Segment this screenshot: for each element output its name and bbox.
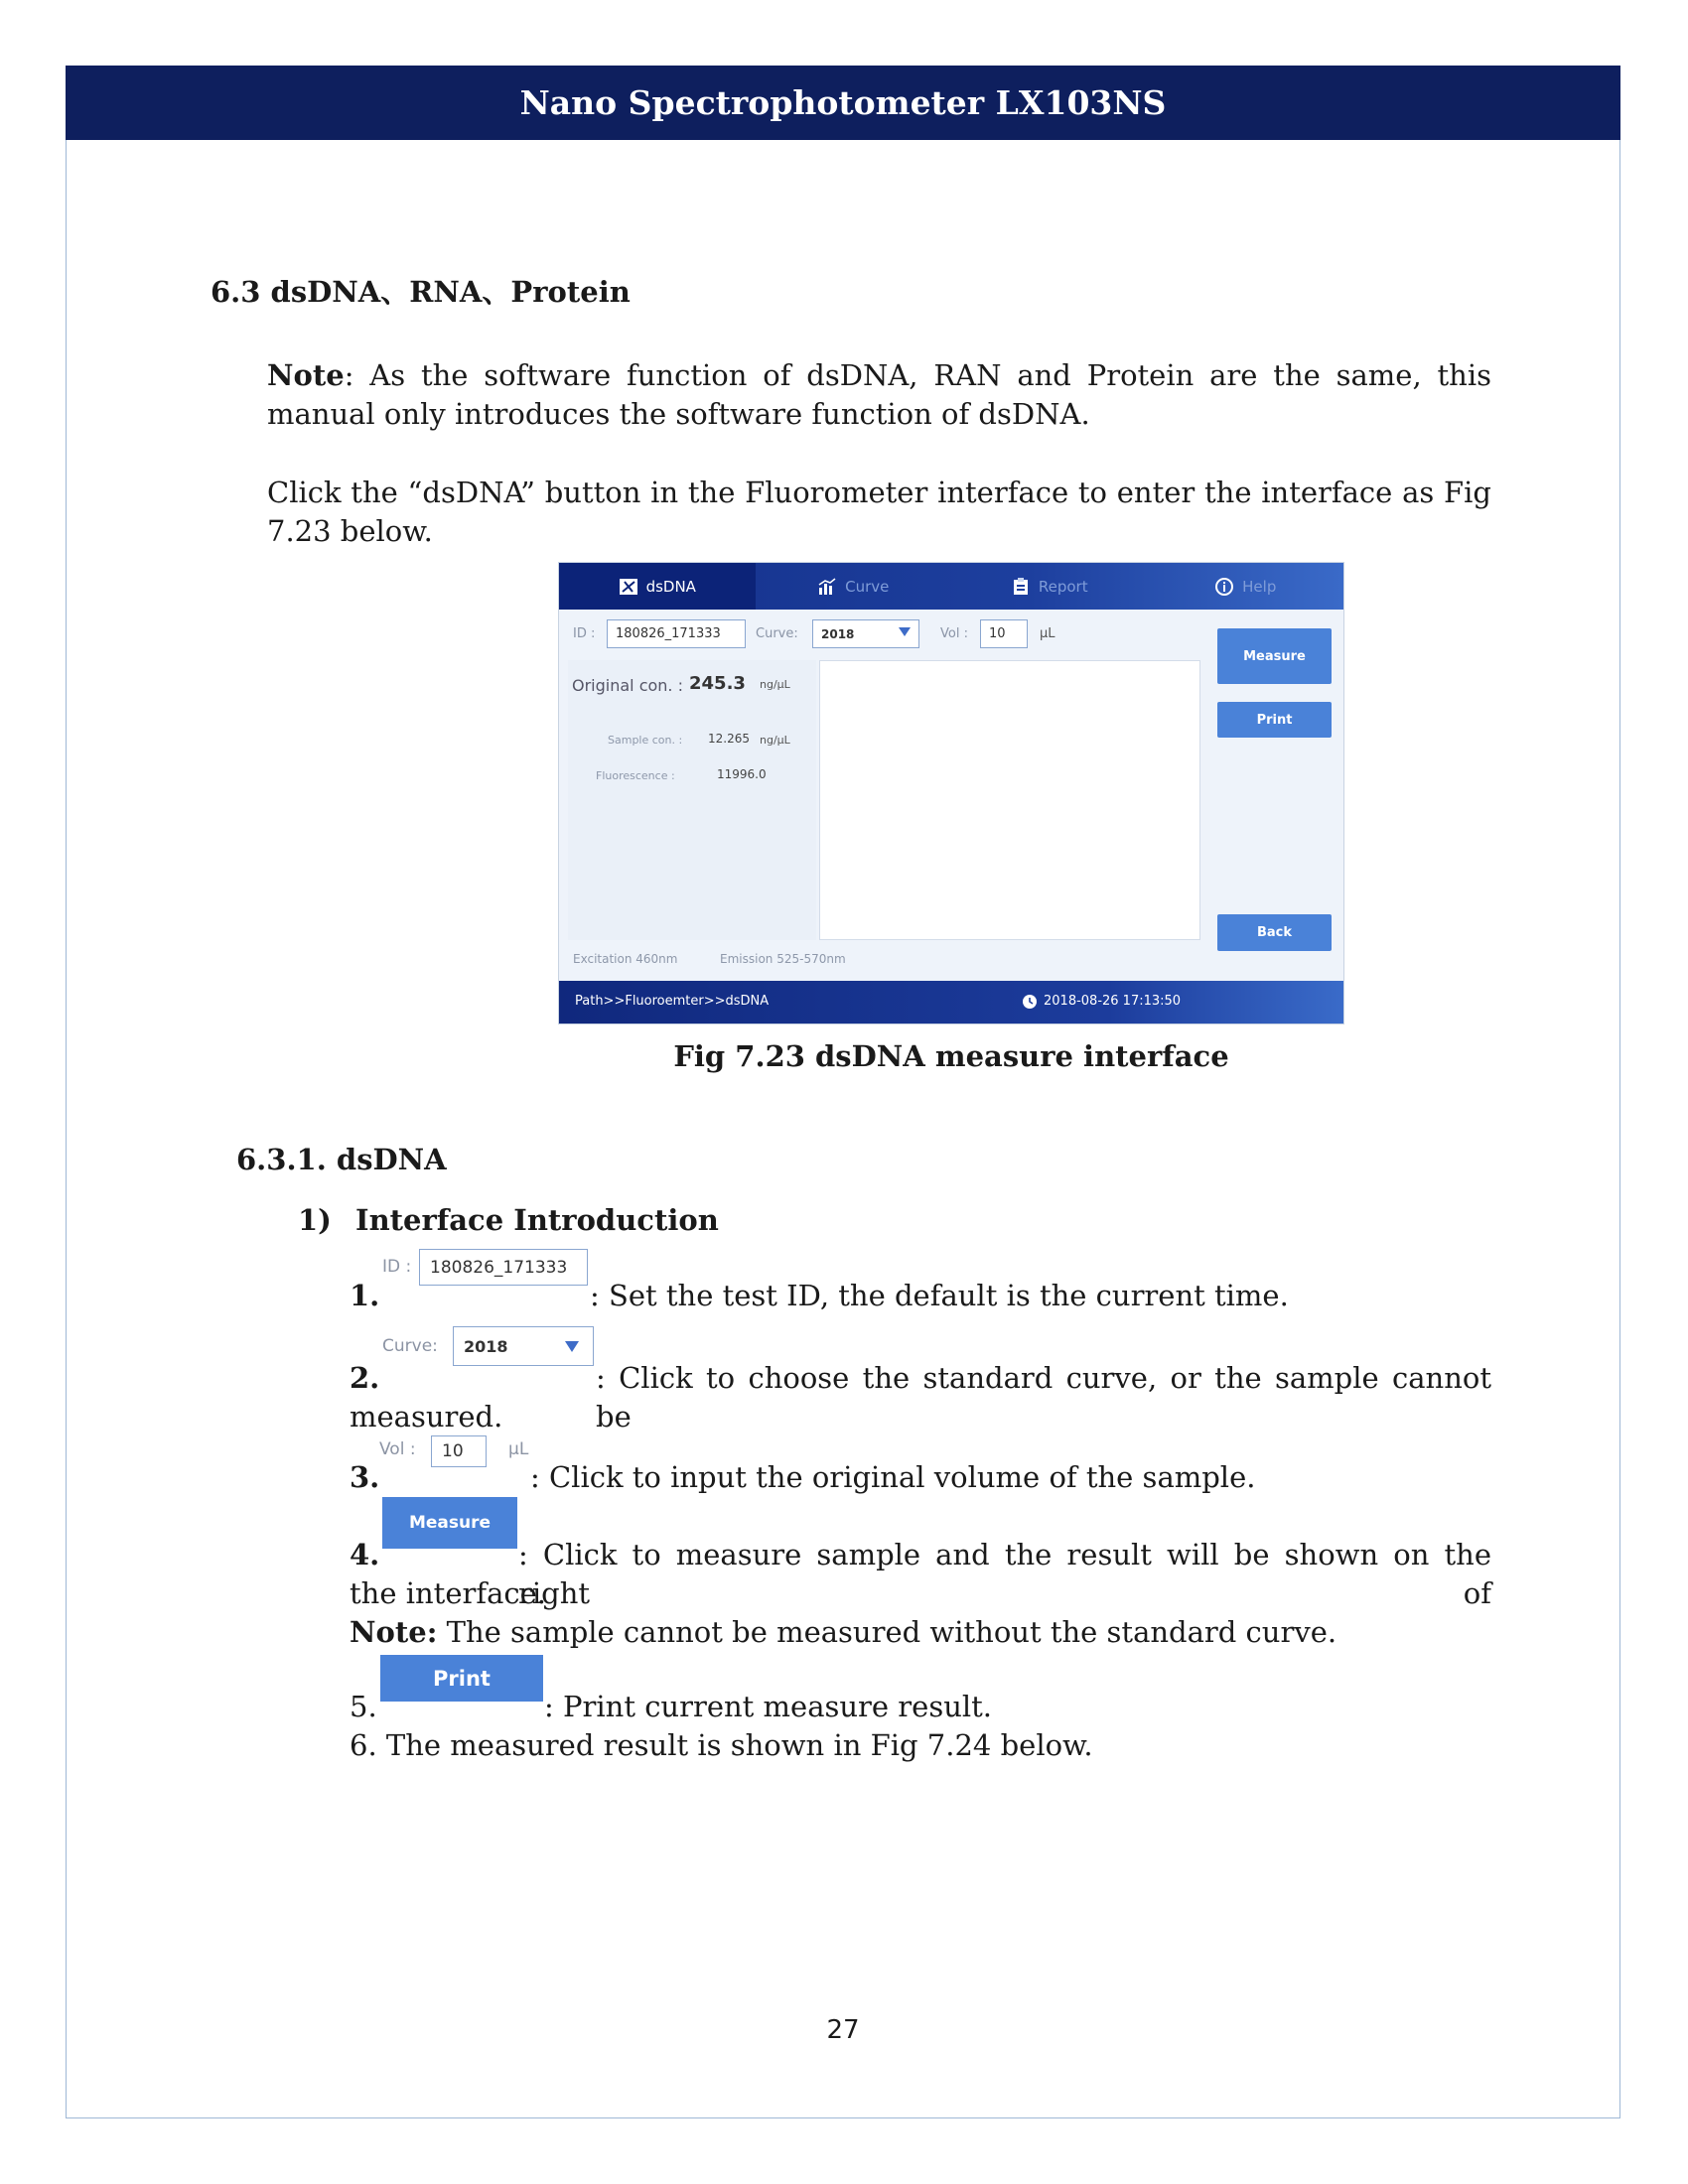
sample-con-label: Sample con. : [608, 734, 683, 747]
item-text: : Set the test ID, the default is the current time. [590, 1279, 1289, 1312]
note-paragraph [267, 356, 1491, 434]
tab-report[interactable] [951, 563, 1148, 610]
screenshot-tabbar [559, 563, 1343, 610]
item-text: 6. The measured result is shown in Fig 7.24 below. [350, 1728, 1093, 1762]
vol-widget-unit: µL [508, 1439, 529, 1459]
print-widget: Print [380, 1655, 543, 1702]
excitation-label: Excitation 460nm [573, 952, 678, 966]
note-label: Note [267, 358, 345, 392]
original-con-unit: ng/µL [760, 678, 790, 691]
id-input[interactable]: 180826_171333 [607, 619, 746, 648]
curve-label: Curve: [756, 626, 798, 641]
page-header [66, 66, 1620, 140]
info-icon [1214, 578, 1234, 596]
note-label: Note: [350, 1615, 438, 1649]
curve-select[interactable] [812, 619, 919, 648]
curve-widget-value: 2018 [464, 1336, 508, 1356]
note-text: The sample cannot be measured without the standard curve. [437, 1615, 1337, 1649]
vol-widget-label: Vol : [379, 1439, 416, 1459]
tab-label: Report [1038, 577, 1088, 596]
tab-help[interactable] [1148, 563, 1344, 610]
result-panel [568, 660, 816, 940]
item-number: 4. [350, 1538, 380, 1571]
subheading-title: Interface Introduction [355, 1203, 719, 1237]
datetime: 2018-08-26 17:13:50 [1044, 994, 1182, 1009]
figure-caption: Fig 7.23 dsDNA measure interface [673, 1039, 1229, 1073]
curve-widget-label: Curve: [382, 1336, 438, 1356]
tab-label: Help [1242, 577, 1277, 596]
emission-label: Emission 525-570nm [720, 952, 846, 966]
item-number: 1. [350, 1279, 380, 1312]
print-button[interactable]: Print [1217, 702, 1332, 738]
original-con-value: 245.3 [689, 673, 746, 694]
dsdna-screenshot [559, 563, 1343, 1024]
id-widget-label: ID : [382, 1257, 412, 1277]
sample-con-value: 12.265 [708, 732, 750, 746]
tab-dsdna[interactable] [559, 563, 756, 610]
measure-widget: Measure [382, 1497, 517, 1549]
result-display-area [819, 660, 1200, 940]
id-widget [379, 1247, 588, 1289]
curve-widget-select [453, 1326, 594, 1366]
item-text: : Click to choose the standard curve, or the sample cannot be [596, 1361, 1491, 1433]
item-text-continued: the interface. [350, 1576, 546, 1610]
note-text: : As the software function of dsDNA, RAN and Protein are the same, this manual only introduces the software function of dsDNA. [267, 358, 1491, 431]
item-text: : Click to measure sample and the result will be shown on the right of [518, 1538, 1491, 1610]
tab-label: Curve [845, 577, 890, 596]
id-widget-input: 180826_171333 [419, 1249, 588, 1286]
vol-input[interactable]: 10 [980, 619, 1028, 648]
status-bar [559, 981, 1343, 1024]
vol-label: Vol : [940, 626, 968, 641]
item-text-continued: measured. [350, 1400, 503, 1433]
item-text: : Click to input the original volume of the sample. [530, 1460, 1256, 1494]
chevron-down-icon [899, 627, 911, 636]
note-paragraph [350, 1613, 1336, 1652]
item-number: 3. [350, 1460, 380, 1494]
id-label: ID : [573, 626, 596, 641]
item-text: : Print current measure result. [544, 1690, 993, 1723]
original-con-label: Original con. : [572, 676, 683, 695]
chart-icon [817, 578, 837, 596]
measure-button[interactable]: Measure [1217, 628, 1332, 684]
subheading-number: 1) [298, 1203, 332, 1237]
vol-widget-input: 10 [431, 1435, 487, 1467]
clock-icon [1022, 994, 1038, 1010]
back-button[interactable]: Back [1217, 914, 1332, 951]
subheading [298, 1203, 719, 1237]
fluorescence-value: 11996.0 [717, 767, 767, 781]
intro-paragraph: Click the “dsDNA” button in the Fluorometer interface to enter the interface as Fig 7.23 below. [267, 476, 1491, 548]
tab-label: dsDNA [645, 577, 696, 596]
sample-con-unit: ng/µL [760, 734, 790, 747]
section-title: 6.3 dsDNA、RNA、Protein [211, 275, 631, 309]
breadcrumb: Path>>Fluoroemter>>dsDNA [575, 994, 770, 1009]
report-icon [1011, 578, 1031, 596]
curve-value: 2018 [821, 626, 855, 641]
header-title: Nano Spectrophotometer LX103NS [519, 83, 1167, 122]
subsection-title: 6.3.1. dsDNA [236, 1143, 447, 1176]
item-number: 5. [350, 1690, 377, 1723]
page-number: 27 [826, 2015, 860, 2045]
item-number: 2. [350, 1361, 380, 1395]
fluorescence-label: Fluorescence : [596, 769, 675, 782]
chevron-down-icon [565, 1341, 579, 1352]
tab-curve[interactable] [756, 563, 952, 610]
vol-widget [379, 1432, 528, 1471]
dna-icon [619, 578, 638, 596]
vol-unit: µL [1040, 626, 1055, 641]
curve-widget [379, 1324, 596, 1366]
